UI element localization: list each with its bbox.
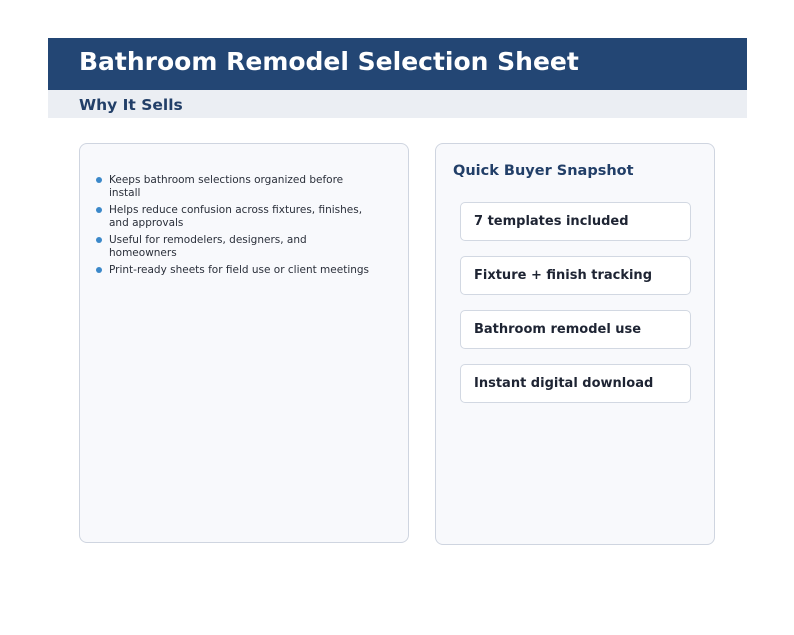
page-title: Bathroom Remodel Selection Sheet (79, 47, 579, 76)
benefit-item (96, 234, 376, 260)
bullet-dot-icon (96, 177, 102, 183)
bullet-dot-icon (96, 207, 102, 213)
snapshot-item-tracking (460, 256, 691, 295)
bullet-dot-icon (96, 237, 102, 243)
bullet-dot-icon (96, 267, 102, 273)
benefits-list (96, 174, 376, 281)
snapshot-card (435, 143, 715, 545)
snapshot-item-label: Fixture + finish tracking (474, 268, 652, 283)
snapshot-item-label: 7 templates included (474, 214, 629, 229)
snapshot-item-label: Bathroom remodel use (474, 322, 642, 337)
benefit-text: Print-ready sheets for field use or client meetings (109, 264, 370, 276)
benefit-item (96, 264, 376, 277)
snapshot-item-download (460, 364, 691, 403)
benefits-card (79, 143, 409, 543)
snapshot-item-label: Instant digital download (474, 376, 654, 391)
snapshot-item-templates (460, 202, 691, 241)
benefit-text: Useful for remodelers, designers, and homeowners (109, 234, 307, 259)
subheader-band (48, 90, 747, 118)
benefit-item (96, 204, 376, 230)
benefit-text: Keeps bathroom selections organized before install (109, 174, 344, 199)
benefit-item (96, 174, 376, 200)
section-title: Why It Sells (79, 96, 183, 114)
snapshot-item-use (460, 310, 691, 349)
benefit-text: Helps reduce confusion across fixtures, finishes, and approvals (109, 204, 363, 229)
header-band (48, 38, 747, 90)
snapshot-title: Quick Buyer Snapshot (453, 163, 634, 179)
